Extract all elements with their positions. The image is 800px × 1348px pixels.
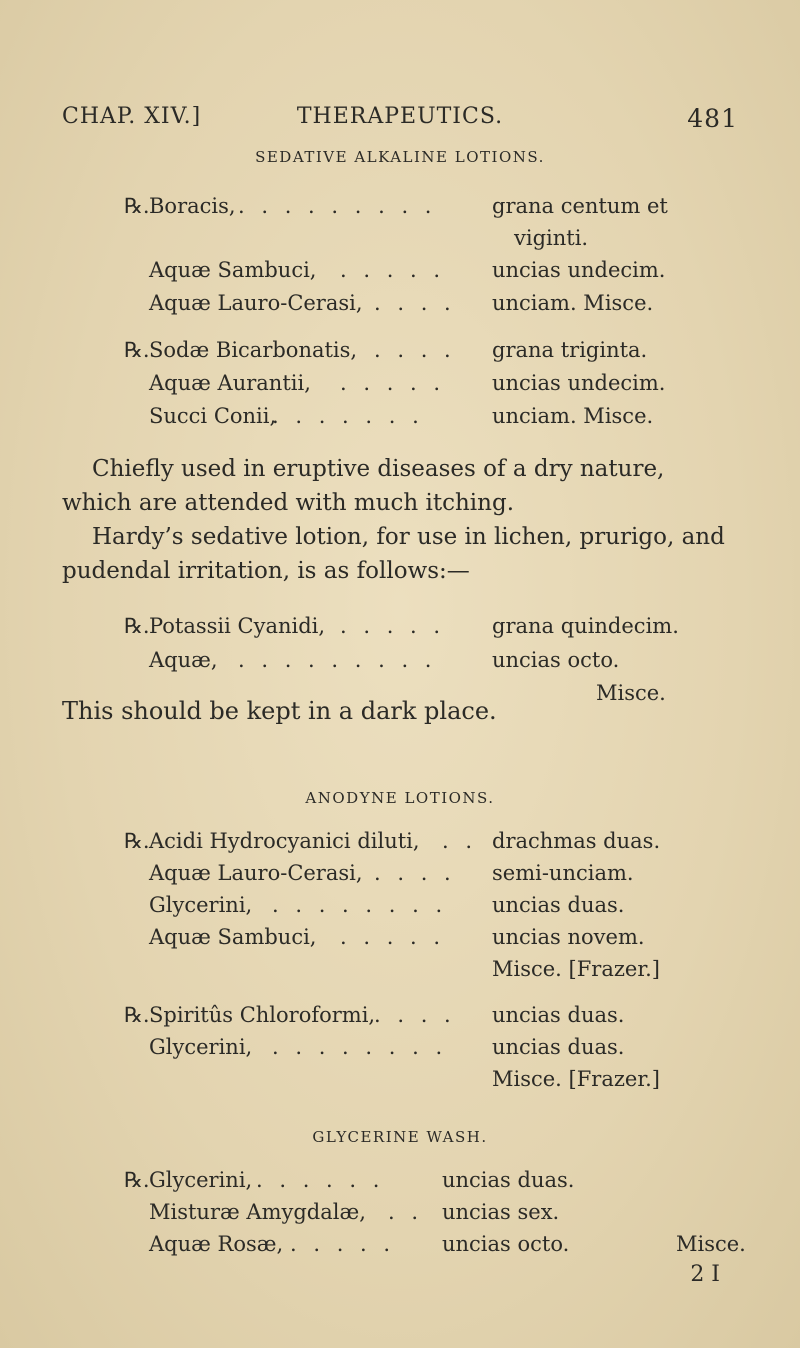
quantity: unciam. Misce. — [492, 404, 654, 428]
ingredient: Aquæ Sambuci, — [149, 925, 317, 949]
leader-dots: . . . . . — [340, 925, 446, 949]
ingredient: Succi Conii, — [149, 404, 277, 428]
quantity: semi-unciam. — [492, 861, 634, 885]
recipe-symbol: ℞. — [124, 338, 150, 362]
prescription-line — [0, 893, 800, 925]
recipe-symbol: ℞. — [124, 829, 150, 853]
leader-dots: . . . . . . — [256, 1168, 385, 1192]
quantity: uncias octo. — [492, 648, 620, 672]
page-number: 481 — [687, 104, 738, 133]
prescription-line — [0, 1035, 800, 1067]
prescription-line — [0, 338, 800, 370]
paragraph: Hardy’s sedative lotion, for use in lichen, prurigo, and pudendal irritation, is as follows:— — [62, 524, 725, 584]
prescription-line — [0, 925, 800, 957]
leader-dots: . . . . . — [340, 614, 446, 638]
leader-dots: . . . . . — [290, 1232, 396, 1256]
prescription-line — [0, 1003, 800, 1035]
prescription-line — [0, 861, 800, 893]
prescription-line — [0, 614, 800, 646]
leader-dots: . . . . . — [340, 258, 446, 282]
section-heading-glycerine: GLYCERINE WASH. — [312, 1128, 488, 1146]
leader-dots: . . . . — [374, 861, 456, 885]
quantity: uncias sex. — [442, 1200, 560, 1224]
quantity: grana triginta. — [492, 338, 648, 362]
leader-dots: . . . . — [374, 1003, 456, 1027]
ingredient: Glycerini, — [149, 1168, 253, 1192]
quantity: grana quindecim. — [492, 614, 679, 638]
recipe-symbol: ℞. — [124, 614, 150, 638]
leader-dots: . . . . . . . . — [272, 1035, 448, 1059]
prescription-line — [0, 371, 800, 403]
ingredient: Sodæ Bicarbonatis, — [149, 338, 358, 362]
quantity: unciam. Misce. — [492, 291, 654, 315]
ingredient: Aquæ Lauro-Cerasi, — [149, 291, 363, 315]
leader-dots: . . . . — [374, 291, 456, 315]
quantity: grana centum et — [492, 194, 668, 218]
running-title: THERAPEUTICS. — [296, 104, 504, 129]
quantity: uncias duas. — [492, 1035, 625, 1059]
attribution: Misce. [Frazer.] — [492, 957, 660, 981]
body-text — [62, 452, 740, 588]
prescription-line — [0, 1200, 800, 1232]
prescription-line — [0, 829, 800, 861]
prescription-line — [0, 648, 800, 680]
quantity: uncias duas. — [442, 1168, 575, 1192]
recipe-symbol: ℞. — [124, 1168, 150, 1192]
misce-label: Misce. — [676, 1232, 746, 1256]
ingredient: Boracis, — [149, 194, 236, 218]
ingredient: Glycerini, — [149, 1035, 253, 1059]
quantity-continuation: Misce. — [596, 681, 666, 705]
paragraph: Chiefly used in eruptive diseases of a dry nature, which are attended with much itching. — [62, 456, 665, 516]
leader-dots: . . . . . . . . . — [238, 194, 437, 218]
ingredient: Acidi Hydrocyanici diluti, — [149, 829, 420, 853]
leader-dots: . . — [388, 1200, 424, 1224]
quantity: uncias duas. — [492, 1003, 625, 1027]
quantity: uncias undecim. — [492, 258, 666, 282]
ingredient: Misturæ Amygdalæ, — [149, 1200, 366, 1224]
recipe-symbol: ℞. — [124, 194, 150, 218]
leader-dots: . . . . . . . — [272, 404, 424, 428]
ingredient: Aquæ Lauro-Cerasi, — [149, 861, 363, 885]
prescription-line — [0, 291, 800, 323]
prescription-line — [0, 258, 800, 290]
leader-dots: . . . . . . . . — [272, 893, 448, 917]
ingredient: Aquæ, — [149, 648, 218, 672]
section-heading-sedative: SEDATIVE ALKALINE LOTIONS. — [255, 148, 545, 166]
leader-dots: . . — [442, 829, 478, 853]
prescription-line — [0, 1168, 800, 1200]
ingredient: Aquæ Sambuci, — [149, 258, 317, 282]
ingredient: Aquæ Rosæ, — [149, 1232, 284, 1256]
quantity: uncias novem. — [492, 925, 645, 949]
section-heading-anodyne: ANODYNE LOTIONS. — [305, 789, 495, 807]
quantity: uncias undecim. — [492, 371, 666, 395]
leader-dots: . . . . — [374, 338, 456, 362]
ingredient: Spiritûs Chloroformi, — [149, 1003, 376, 1027]
prescription-line — [0, 404, 800, 436]
signature-mark: 2 I — [690, 1262, 720, 1287]
leader-dots: . . . . . — [340, 371, 446, 395]
quantity-continuation: viginti. — [514, 226, 589, 250]
recipe-symbol: ℞. — [124, 1003, 150, 1027]
note: This should be kept in a dark place. — [62, 697, 497, 725]
attribution: Misce. [Frazer.] — [492, 1067, 660, 1091]
ingredient: Glycerini, — [149, 893, 253, 917]
prescription-line — [0, 194, 800, 226]
quantity: uncias octo. — [442, 1232, 570, 1256]
quantity: drachmas duas. — [492, 829, 661, 853]
quantity: uncias duas. — [492, 893, 625, 917]
running-header — [62, 104, 738, 138]
prescription-line — [0, 1232, 800, 1264]
ingredient: Potassii Cyanidi, — [149, 614, 326, 638]
ingredient: Aquæ Aurantii, — [149, 371, 311, 395]
chapter-label: CHAP. XIV.] — [62, 104, 202, 129]
leader-dots: . . . . . . . . . — [238, 648, 437, 672]
note-text — [62, 694, 740, 728]
